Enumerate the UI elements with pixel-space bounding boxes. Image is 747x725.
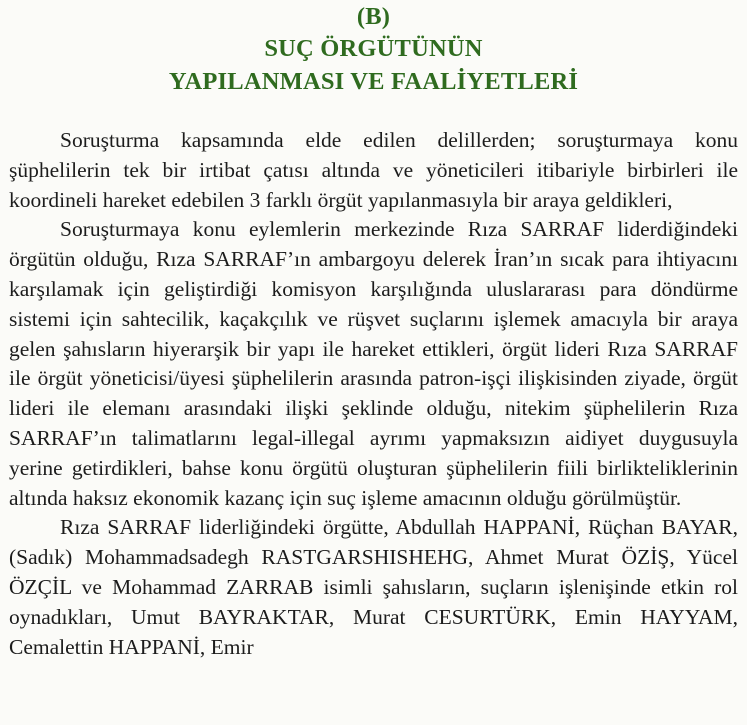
body-text xyxy=(9,126,738,662)
section-label: (B) xyxy=(356,3,391,30)
section-title-line-2: YAPILANMASI VE FAALİYETLERİ xyxy=(168,68,579,95)
paragraph-2: Soruşturmaya konu eylemlerin merkezinde Rıza SARRAF liderdiğindeki örgütün olduğu, Rıza SARRAF’ın ambargoyu delerek İran’ın sıcak para ihtiyacını karşılamak için geliştirdiği komisyon karşılığında uluslararası para döndürme sistemi için sahtecilik, kaçakçılık ve rüşvet suçlarını işlemek amacıyla bir araya gelen şahısların hiyerarşik bir yapı ile hareket ettikleri, örgüt lideri Rıza SARRAF ile örgüt yöneticisi/üyesi şüphelilerin arasında patron-işçi ilişkisinden ziyade, örgüt lideri ile elemanı arasındaki ilişki şeklinde olduğu, nitekim şüphelilerin Rıza SARRAF’ın talimatlarını legal-illegal ayrımı yapmaksızın aidiyet duygusuyla yerine getirdikleri, bahse konu örgütü oluşturan şüphelilerin fiili birlikteliklerinin altında haksız ekonomik kazanç için suç işleme amacının olduğu görülmüştür. xyxy=(9,217,738,510)
section-title-line-1: SUÇ ÖRGÜTÜNÜN xyxy=(264,35,483,62)
paragraph-1: Soruşturma kapsamında elde edilen delillerden; soruşturmaya konu şüphelilerin tek bir irtibat çatısı altında ve yöneticileri itibariyle birbirleri ile koordineli hareket edebilen 3 farklı örgüt yapılanmasıyla bir araya geldikleri, xyxy=(9,128,738,212)
paragraph-3: Rıza SARRAF liderliğindeki örgütte, Abdullah HAPPANİ, Rüçhan BAYAR, (Sadık) Mohammadsadegh RASTGARSHISHEHG, Ahmet Murat ÖZİŞ, Yücel ÖZÇİL ve Mohammad ZARRAB isimli şahısların, suçların işlenişinde etkin rol oynadıkları, Umut BAYRAKTAR, Murat CESURTÜRK, Emin HAYYAM, Cemalettin HAPPANİ, Emir xyxy=(9,515,738,659)
